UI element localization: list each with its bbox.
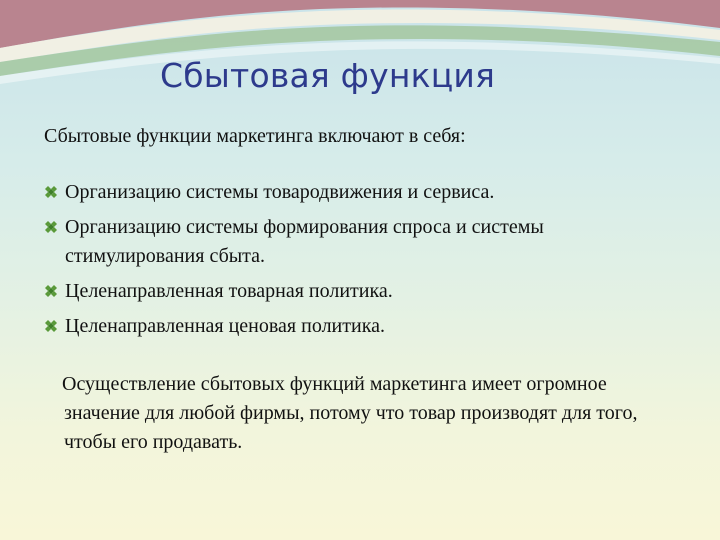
- diamond-bullet-icon: [44, 284, 61, 298]
- list-item: [44, 312, 684, 341]
- list-item: [44, 213, 684, 271]
- bullet-list: [44, 178, 684, 341]
- bullet-text: Целенаправленная ценовая политика.: [65, 315, 385, 337]
- slide-body: [44, 122, 684, 457]
- slide-title: Сбытовая функция: [160, 56, 496, 95]
- diamond-bullet-icon: [44, 319, 61, 333]
- list-item: [44, 277, 684, 306]
- diamond-bullet-icon: [44, 220, 61, 234]
- diamond-bullet-icon: [44, 185, 61, 199]
- intro-text: Сбытовые функции маркетинга включают в себя:: [44, 125, 466, 147]
- bullet-text: Целенаправленная товарная политика.: [65, 280, 393, 302]
- list-item: [44, 178, 684, 207]
- conclusion-text: Осуществление сбытовых функций маркетинга имеет огромное значение для любой фирмы, потому что товар производят для того, чтобы его продавать.: [62, 373, 638, 453]
- bullet-text: Организацию системы формирования спроса и системы стимулирования сбыта.: [65, 216, 544, 267]
- bullet-text: Организацию системы товародвижения и сервиса.: [65, 181, 495, 203]
